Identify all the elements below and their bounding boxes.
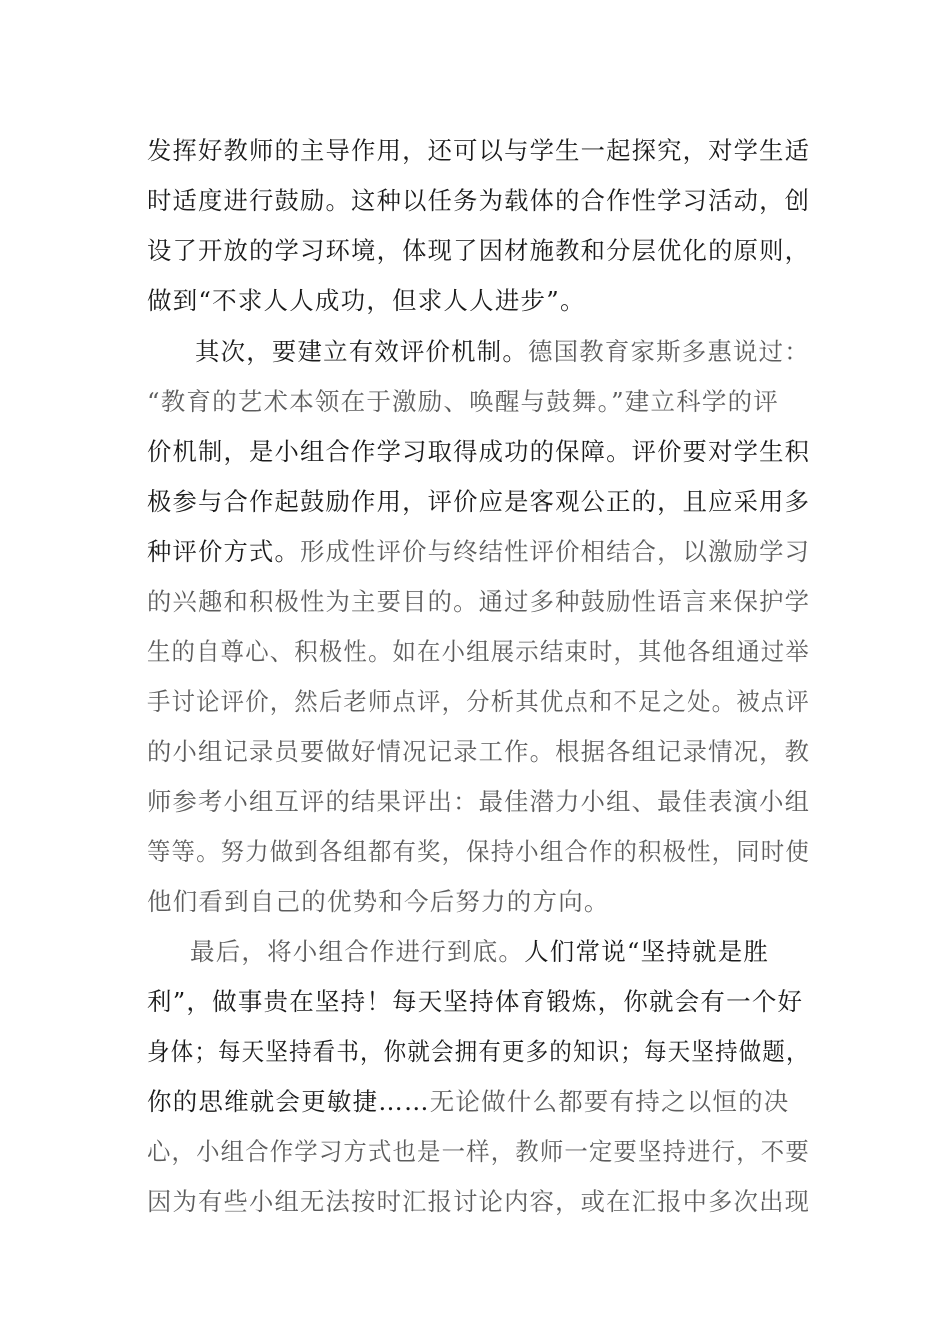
text-segment: 无论做什么都要有持之以恒的决	[429, 1087, 790, 1116]
text-line: 身体；每天坚持看书，你就会拥有更多的知识；每天坚持做题，	[147, 1037, 810, 1066]
text-line: 的兴趣和积极性为主要目的。通过多种鼓励性语言来保护学	[147, 587, 811, 616]
text-segment: 其次，要建立有效评价机制。	[195, 337, 529, 366]
text-segment: 最后，将小组合作进行到底。	[190, 937, 525, 966]
text-line: 师参考小组互评的结果评出：最佳潜力小组、最佳表演小组	[147, 787, 811, 816]
text-line: 因为有些小组无法按时汇报讨论内容，或在汇报中多次出现	[147, 1187, 811, 1216]
text-line: 手讨论评价，然后老师点评，分析其优点和不足之处。被点评	[147, 687, 810, 716]
text-line: 发挥好教师的主导作用，还可以与学生一起探究，对学生适	[147, 136, 811, 165]
text-line: 等等。努力做到各组都有奖，保持小组合作的积极性，同时使	[147, 837, 810, 866]
text-line: 价机制，是小组合作学习取得成功的保障。评价要对学生积	[147, 437, 811, 466]
text-segment: 人们常说“坚持就是胜	[524, 937, 770, 966]
text-line	[147, 537, 810, 567]
text-line: “教育的艺术本领在于激励、唤醒与鼓舞。”建立科学的评	[147, 387, 779, 416]
text-line	[195, 337, 810, 367]
text-line: 他们看到自己的优势和今后努力的方向。	[147, 887, 610, 916]
text-line: 的小组记录员要做好情况记录工作。根据各组记录情况，教	[147, 737, 811, 766]
text-segment: 你的思维就会更敏捷……	[147, 1087, 430, 1116]
text-line	[190, 937, 769, 967]
text-line: 时适度进行鼓励。这种以任务为载体的合作性学习活动，创	[147, 186, 811, 215]
text-line: 心，小组合作学习方式也是一样，教师一定要坚持进行，不要	[147, 1137, 810, 1166]
text-line: 利”，做事贵在坚持！每天坚持体育锻炼，你就会有一个好	[147, 987, 804, 1016]
text-line: 设了开放的学习环境，体现了因材施教和分层优化的原则，	[147, 236, 811, 265]
text-segment: 种评价方式。	[147, 537, 301, 566]
text-segment: 形成性评价与终结性评价相结合，以激励学习	[300, 537, 811, 566]
text-segment: 德国教育家斯多惠说过：	[528, 337, 810, 366]
text-line: 做到“不求人人成功，但求人人进步”。	[147, 286, 586, 315]
text-line: 极参与合作起鼓励作用，评价应是客观公正的，且应采用多	[147, 487, 811, 516]
text-line	[147, 1087, 790, 1117]
text-line: 生的自尊心、积极性。如在小组展示结束时，其他各组通过举	[147, 637, 810, 666]
